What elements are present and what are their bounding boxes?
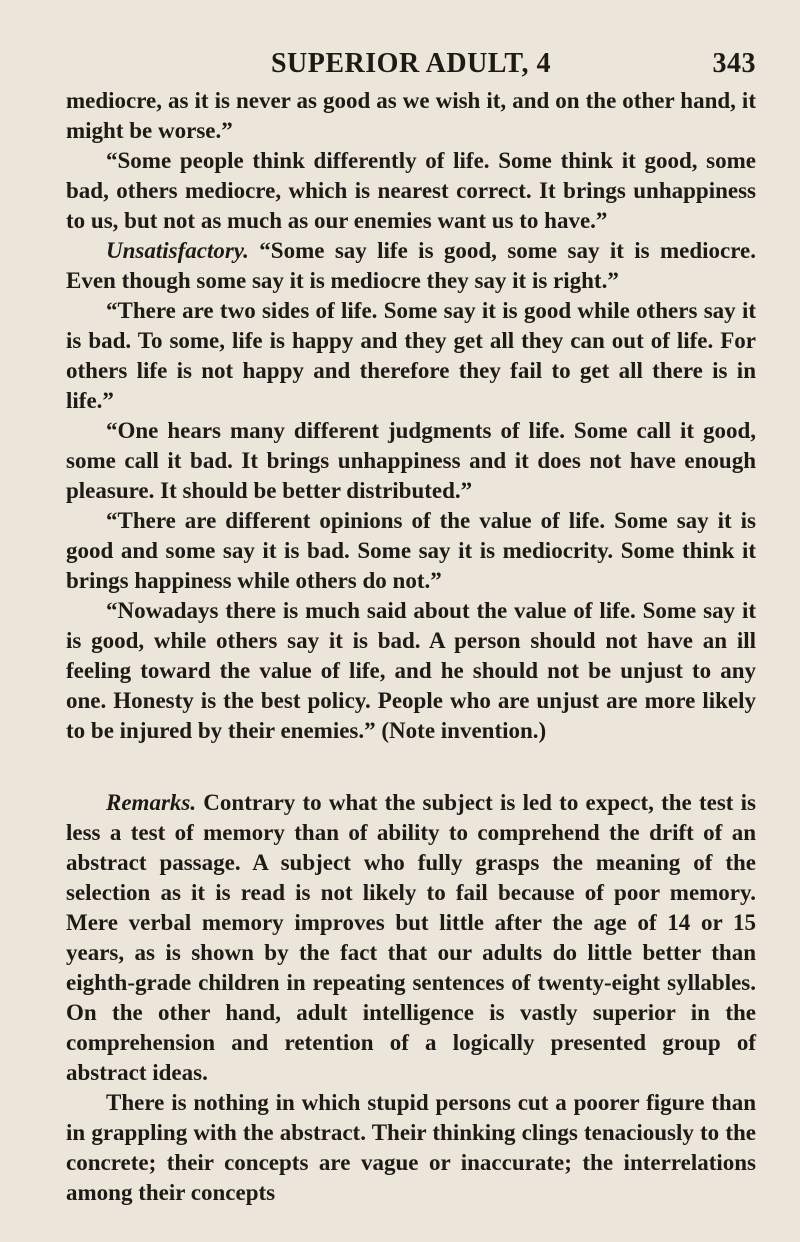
paragraph-quote: [66, 146, 756, 236]
paragraph-text: “Some people think differently of life. Some think it good, some bad, others mediocre, which is nearest correct. It brings unhappiness to us, but not as much as our enemies want us to have.”: [66, 148, 756, 233]
paragraph-quote: [66, 416, 756, 506]
paragraph-quote: [66, 506, 756, 596]
paragraph-lead: Remarks.: [106, 790, 197, 815]
paragraph-text: There is nothing in which stupid persons cut a poorer figure than in grappling with the abstract. Their thinking clings tenaciously to the concrete; their concepts are vague or inaccurate; the interrelations among their concepts: [66, 1090, 756, 1205]
paragraph-text: “Some say life is good, some say it is mediocre. Even though some say it is mediocre they say it is right.”: [66, 238, 756, 293]
page-number: 343: [712, 48, 756, 79]
paragraph-continuation: [66, 86, 756, 146]
paragraph-text: “Nowadays there is much said about the value of life. Some say it is good, while others say it is bad. A person should not have an ill feeling toward the value of life, and he should not be unjust to any one. Honesty is the best policy. People who are unjust are more likely to be injured by their enemies.” (Note invention.): [66, 598, 756, 743]
paragraph-text: “There are different opinions of the value of life. Some say it is good and some say it is bad. Some say it is mediocrity. Some think it brings happiness while others do not.”: [66, 508, 756, 593]
running-title: SUPERIOR ADULT, 4: [270, 48, 551, 79]
paragraph-quote: [66, 596, 756, 746]
paragraph-quote: [66, 236, 756, 296]
paragraph-quote: [66, 296, 756, 416]
paragraph-text: Contrary to what the subject is led to expect, the test is less a test of memory than of ability to comprehend the drift of an abstract passage. A subject who fully grasps the meaning of the selection as it is read is not likely to fail because of poor memory. Mere verbal memory improves but little after the age of 14 or 15 years, as is shown by the fact that our adults do little better than eighth-grade children in repeating sentences of twenty-eight syllables. On the other hand, adult intelligence is vastly superior in the comprehension and retention of a logically presented group of abstract ideas.: [66, 790, 756, 1085]
running-head: [66, 48, 756, 80]
body-text: [66, 86, 756, 1208]
paragraph-text: mediocre, as it is never as good as we wish it, and on the other hand, it might be worse.”: [66, 88, 756, 143]
paragraph-text: “There are two sides of life. Some say it is good while others say it is bad. To some, life is happy and they get all they can out of life. For others life is not happy and therefore they fail to get all there is in life.”: [66, 298, 756, 413]
paragraph-text: “One hears many different judgments of life. Some call it good, some call it bad. It brings unhappiness and it does not have enough pleasure. It should be better distributed.”: [66, 418, 756, 503]
paragraph: [66, 1088, 756, 1208]
paragraph-remarks: [66, 788, 756, 1088]
paragraph-lead: Unsatisfactory.: [106, 238, 249, 263]
